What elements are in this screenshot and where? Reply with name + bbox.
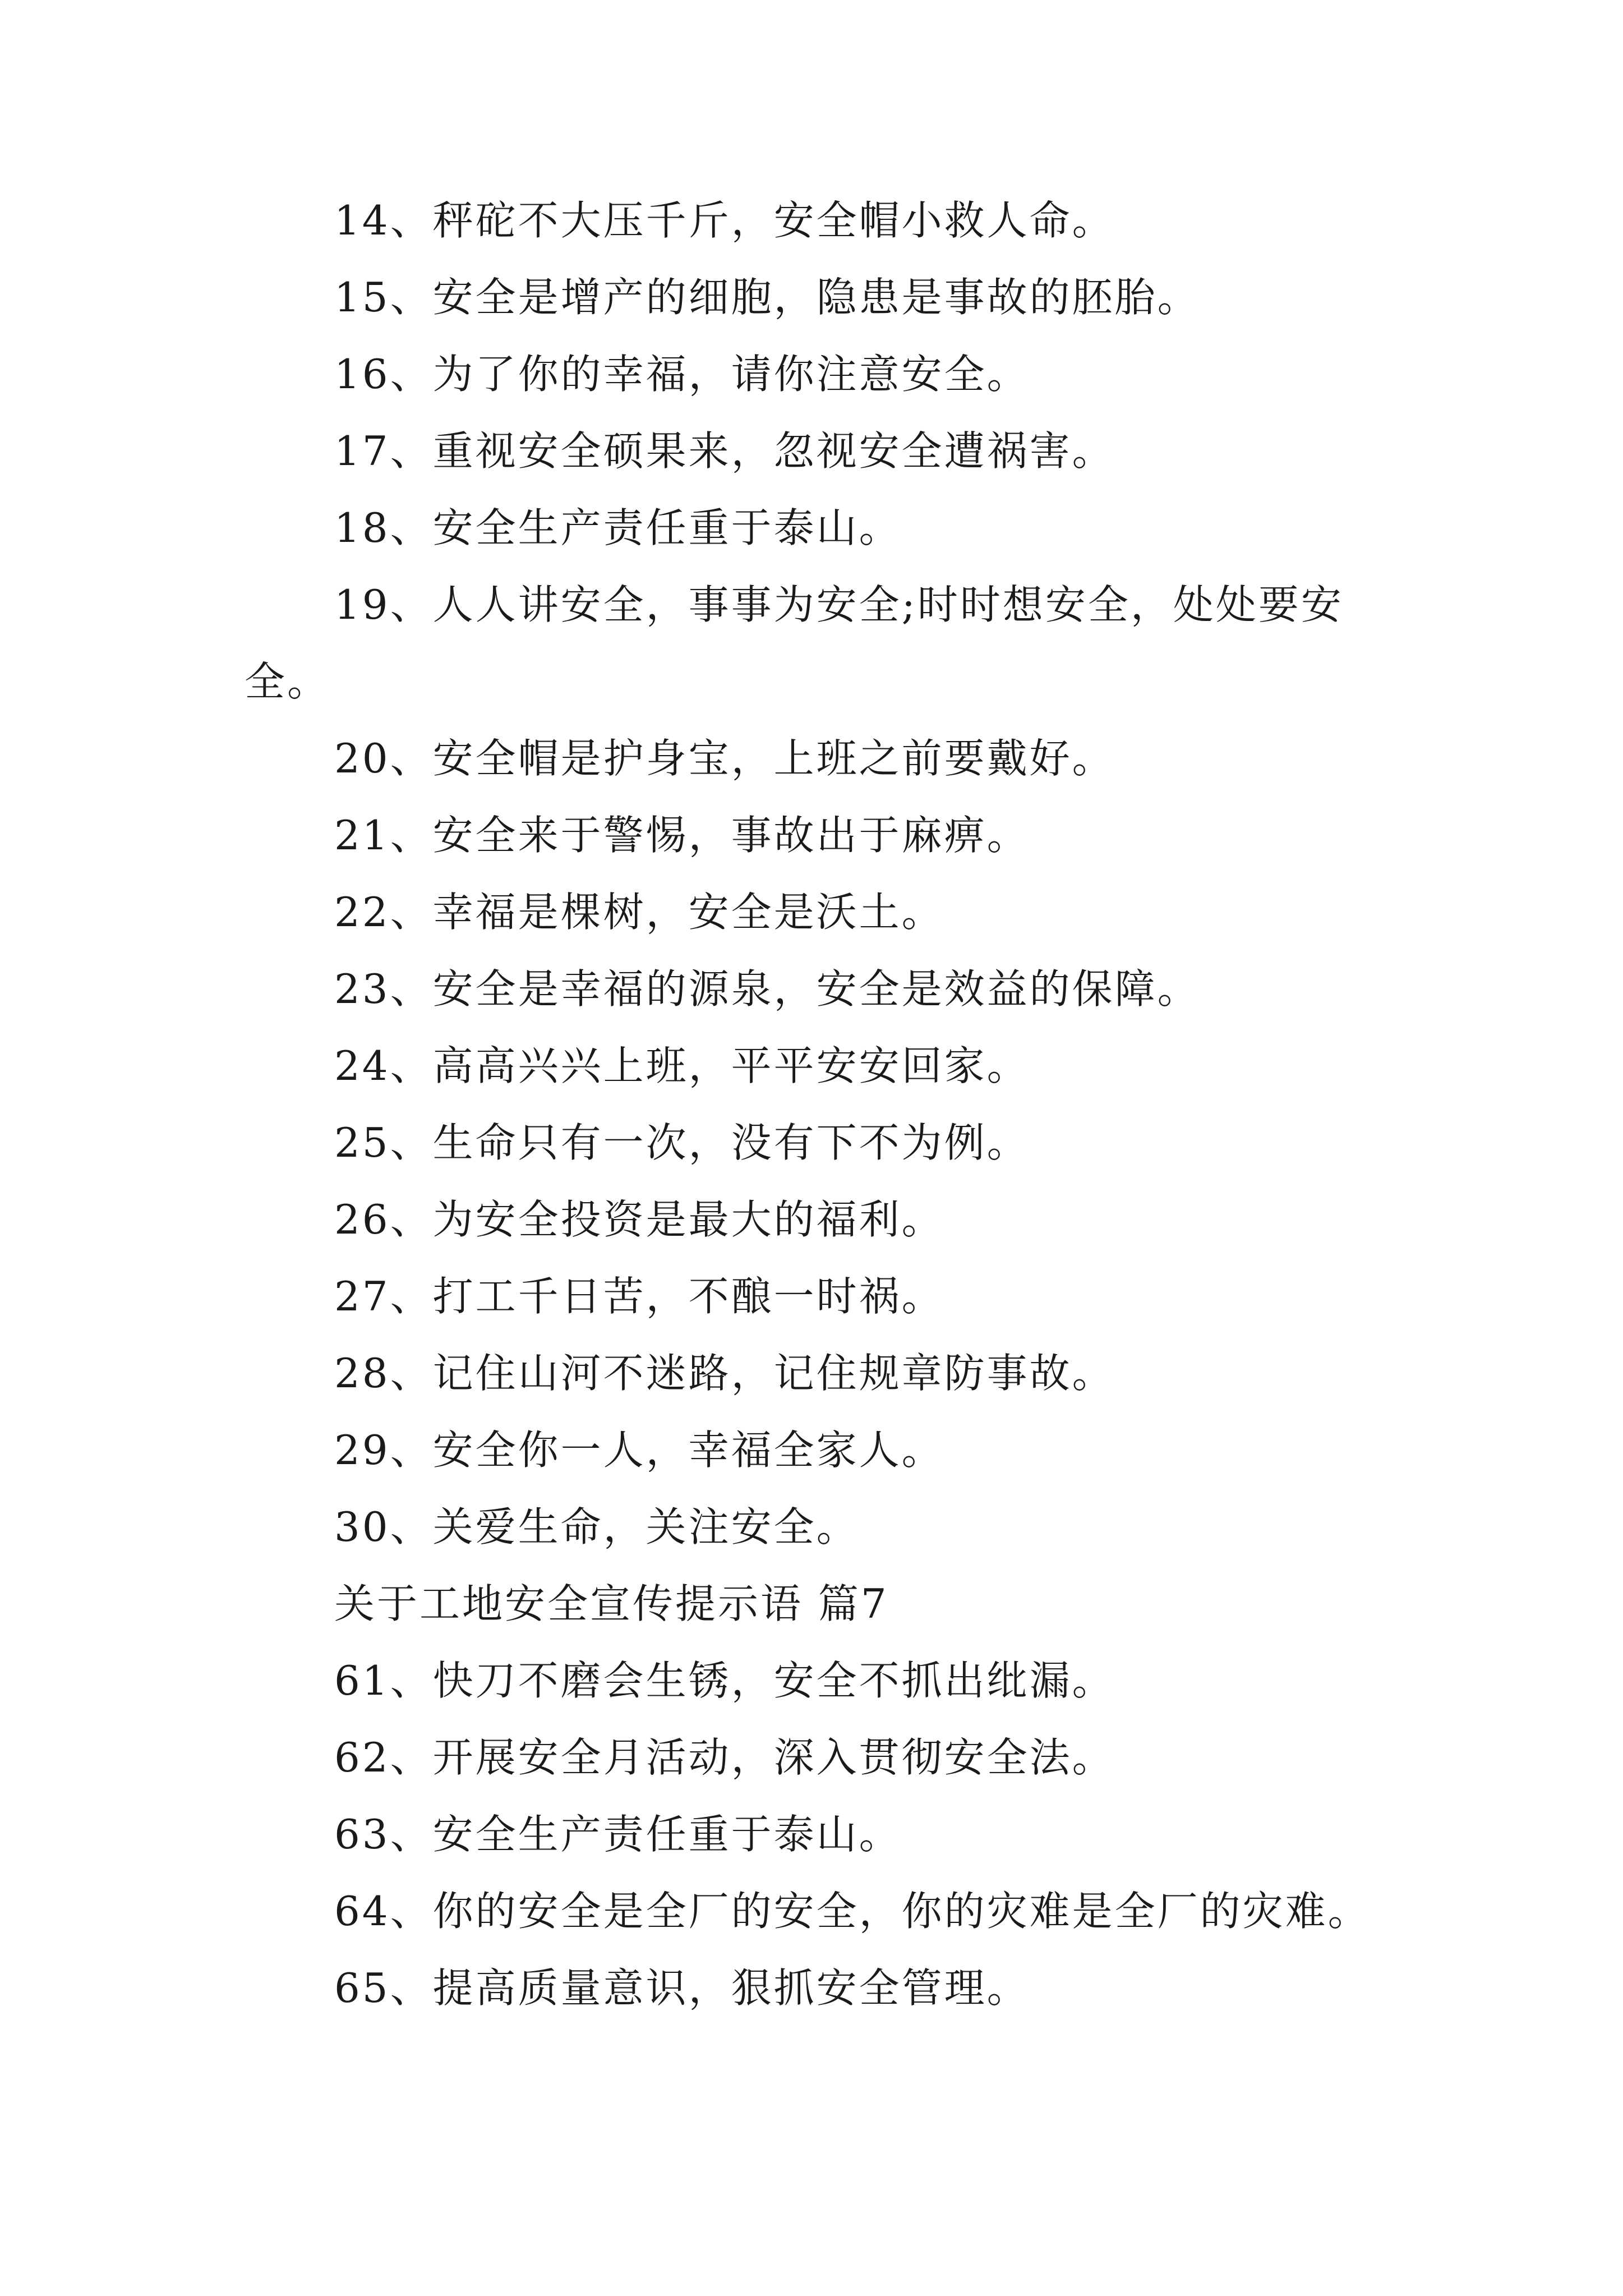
document-body (245, 182, 1411, 2027)
slogan-line: 63、安全生产责任重于泰山。 (334, 1811, 902, 1858)
slogan-line: 28、记住山河不迷路，记住规章防事故。 (334, 1350, 1115, 1397)
slogan-line: 16、为了你的幸福，请你注意安全。 (334, 351, 1030, 398)
slogan-line: 17、重视安全硕果来，忽视安全遭祸害。 (334, 427, 1115, 475)
section-heading: 关于工地安全宣传提示语 篇7 (334, 1580, 889, 1627)
slogan-line: 19、人人讲安全，事事为安全;时时想安全，处处要安全。 (245, 581, 1344, 705)
slogan-line: 15、安全是增产的细胞，隐患是事故的胚胎。 (334, 274, 1200, 321)
slogan-line: 21、安全来于警惕，事故出于麻痹。 (334, 812, 1030, 859)
slogan-line: 27、打工千日苦，不酿一时祸。 (334, 1273, 944, 1320)
slogan-line: 24、高高兴兴上班，平平安安回家。 (334, 1042, 1030, 1089)
slogan-line: 26、为安全投资是最大的福利。 (334, 1196, 944, 1243)
slogan-line: 18、安全生产责任重于泰山。 (334, 504, 902, 551)
slogan-line: 23、安全是幸福的源泉，安全是效益的保障。 (334, 965, 1200, 1013)
slogan-line: 64、你的安全是全厂的安全，你的灾难是全厂的灾难。 (334, 1888, 1371, 1935)
slogan-line: 20、安全帽是护身宝，上班之前要戴好。 (334, 735, 1115, 782)
slogan-line: 29、安全你一人，幸福全家人。 (334, 1427, 944, 1474)
slogan-line: 25、生命只有一次，没有下不为例。 (334, 1119, 1030, 1166)
slogan-line: 30、关爱生命，关注安全。 (334, 1503, 859, 1550)
slogan-line: 61、快刀不磨会生锈，安全不抓出纰漏。 (334, 1657, 1115, 1704)
slogan-line: 62、开展安全月活动，深入贯彻安全法。 (334, 1734, 1115, 1781)
slogan-line: 14、秤砣不大压千斤，安全帽小救人命。 (334, 197, 1115, 244)
slogan-line: 22、幸福是棵树，安全是沃土。 (334, 889, 944, 936)
slogan-line: 65、提高质量意识，狠抓安全管理。 (334, 1964, 1030, 2012)
